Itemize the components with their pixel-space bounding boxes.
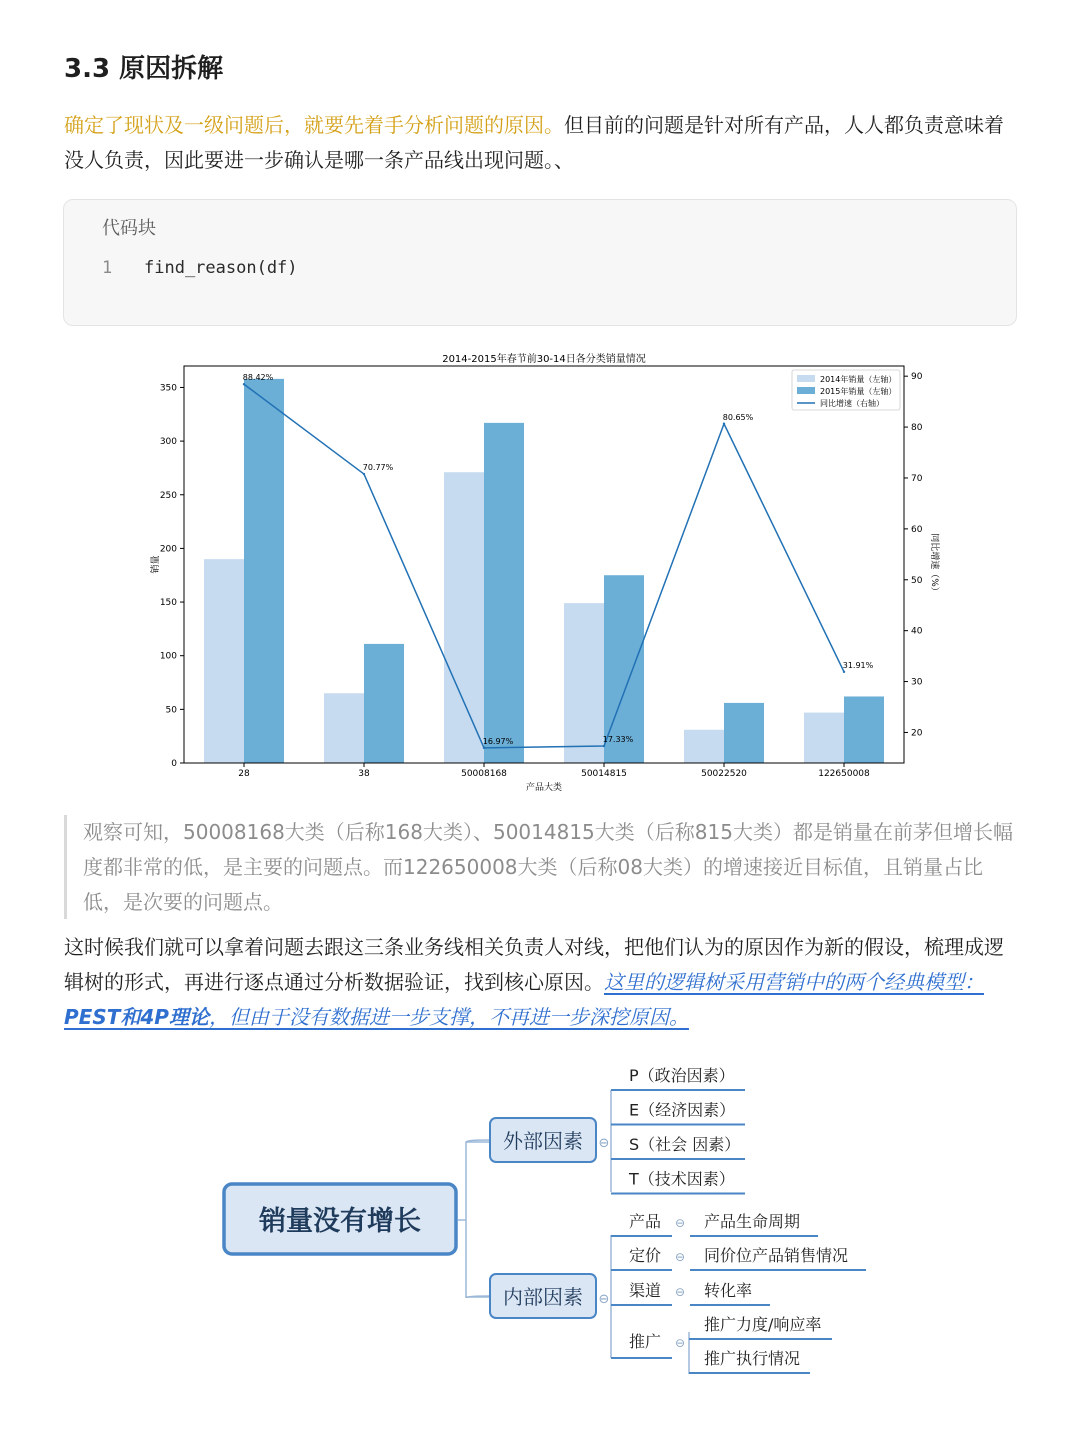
bar-2015-28: [244, 379, 284, 763]
growth-point-50008168: [483, 747, 485, 749]
bar-2015-50022520: [724, 703, 764, 763]
observation-quote: 观察可知，50008168大类（后称168大类）、50014815大类（后称815大类）都是销量在前茅但增长幅度都非常的低，是主要的问题点。而122650008大类（后称08大类）的增速接近目标值，且销量占比低，是次要的问题点。: [83, 820, 1013, 914]
logic-tree-diagram: [0, 1050, 1080, 1390]
collapse-icon: ⊖: [674, 1250, 686, 1264]
growth-data-label: 88.42%: [242, 373, 274, 383]
y2-tick-label: 50: [911, 575, 923, 586]
internal-subfactor: 产品生命周期: [704, 1212, 801, 1231]
section-heading: 3.3 原因拆解: [64, 54, 224, 84]
y2-tick-label: 40: [911, 626, 923, 637]
bar-2015-122650008: [844, 696, 884, 763]
external-factor-item: T（技术因素）: [629, 1169, 735, 1189]
external-factors-label: 外部因素: [503, 1129, 583, 1153]
legend-entry: 2015年销量（左轴）: [820, 387, 897, 396]
legend-swatch: [797, 387, 815, 394]
code-block-label: 代码块: [102, 218, 156, 239]
growth-point-28: [243, 383, 245, 385]
link-part-a: 这里的逻辑树采用营销中的两个经典模型：: [604, 970, 984, 994]
y2-tick-label: 60: [911, 524, 923, 535]
quote-bar: [64, 815, 67, 919]
internal-factor-item: 渠道: [629, 1281, 662, 1300]
code-line-number: 1: [102, 258, 113, 278]
internal-subfactor: 同价位产品销售情况: [704, 1246, 849, 1265]
bar-2014-38: [324, 693, 364, 763]
x-tick-label: 38: [358, 769, 370, 779]
growth-data-label: 16.97%: [482, 736, 514, 746]
x-tick-label: 50022520: [701, 769, 747, 779]
bar-2014-50008168: [444, 472, 484, 763]
y2-tick-label: 80: [911, 423, 923, 434]
y2-tick-label: 70: [911, 473, 923, 484]
y2-tick-label: 20: [911, 728, 923, 739]
intro-paragraph: [64, 108, 1014, 178]
y-tick-label: 50: [165, 705, 177, 716]
growth-point-38: [363, 473, 365, 475]
plot-frame: [184, 366, 904, 763]
x-tick-label: 50008168: [461, 769, 507, 779]
code-line: find_reason(df): [144, 258, 298, 278]
growth-point-50014815: [603, 745, 605, 747]
legend-entry: 2014年销量（左轴）: [820, 375, 897, 384]
link-part-bold: PEST和4P理论: [64, 1005, 209, 1029]
collapse-icon: ⊖: [674, 1336, 686, 1350]
collapse-icon: ⊖: [674, 1285, 686, 1299]
collapse-icon: ⊖: [674, 1216, 686, 1230]
bar-2014-122650008: [804, 713, 844, 763]
external-factor-item: E（经济因素）: [629, 1100, 736, 1120]
internal-subfactor: 推广执行情况: [704, 1349, 801, 1368]
y2-axis-label: 同比增速（%）: [929, 533, 939, 596]
connector-root: [458, 1140, 490, 1298]
internal-factor-item: 推广: [629, 1332, 662, 1351]
collapse-icon: ⊖: [598, 1292, 610, 1307]
code-block: [63, 199, 1017, 326]
growth-data-label: 70.77%: [362, 463, 394, 473]
y-tick-label: 100: [159, 651, 177, 662]
y2-tick-label: 90: [911, 372, 923, 383]
x-tick-label: 50014815: [581, 769, 627, 779]
bar-2014-50014815: [564, 603, 604, 763]
external-factor-item: S（社会 因素）: [629, 1135, 741, 1154]
y-tick-label: 200: [159, 544, 177, 555]
internal-factors-label: 内部因素: [503, 1285, 583, 1309]
tree-root-label: 销量没有增长: [259, 1206, 421, 1237]
y-axis-label: 销量: [151, 555, 161, 574]
x-axis-label: 产品大类: [525, 783, 563, 793]
internal-factor-item: 定价: [629, 1246, 662, 1265]
internal-subfactor: 转化率: [704, 1281, 753, 1300]
y-tick-label: 150: [159, 598, 177, 609]
y-tick-label: 0: [171, 759, 177, 769]
x-tick-label: 28: [238, 769, 250, 779]
y-tick-label: 250: [159, 490, 177, 501]
link-part-c: ，但由于没有数据进一步支撑，不再进一步深挖原因。: [208, 1005, 689, 1029]
bar-2015-50008168: [484, 423, 524, 763]
legend-entry: 同比增速（右轴）: [820, 399, 884, 408]
x-tick-label: 122650008: [818, 769, 870, 779]
legend-swatch: [797, 375, 815, 382]
chart-title: 2014-2015年春节前30-14日各分类销量情况: [442, 354, 646, 365]
growth-data-label: 17.33%: [602, 735, 634, 745]
growth-data-label: 31.91%: [842, 660, 874, 670]
para2-text: 这时候我们就可以拿着问题去跟这三条业务线相关负责人对线，把他们认为的原因作为新的假设，梳理成逻辑树的形式，再进行逐点通过分析数据验证，找到核心原因。: [64, 935, 1004, 994]
growth-data-label: 80.65%: [722, 412, 754, 422]
intro-rest: 但目前的问题是针对所有产品，人人都负责意味着没人负责，因此要进一步确认是哪一条产品线出现问题。、: [64, 113, 1004, 172]
logic-tree-paragraph: [64, 930, 1014, 1035]
bar-2014-28: [204, 559, 244, 763]
y-tick-label: 300: [159, 437, 177, 448]
bar-2015-38: [364, 644, 404, 763]
internal-factor-item: 产品: [629, 1212, 662, 1231]
sales-chart: [140, 348, 940, 798]
external-factor-item: P（政治因素）: [629, 1066, 735, 1085]
y-tick-label: 350: [159, 383, 177, 394]
intro-highlight: 确定了现状及一级问题后，就要先着手分析问题的原因。: [64, 113, 564, 137]
bar-2014-50022520: [684, 730, 724, 763]
internal-subfactor: 推广力度/响应率: [704, 1315, 822, 1334]
growth-point-50022520: [723, 423, 725, 425]
growth-point-122650008: [843, 671, 845, 673]
collapse-icon: ⊖: [598, 1136, 610, 1151]
y2-tick-label: 30: [911, 677, 923, 688]
